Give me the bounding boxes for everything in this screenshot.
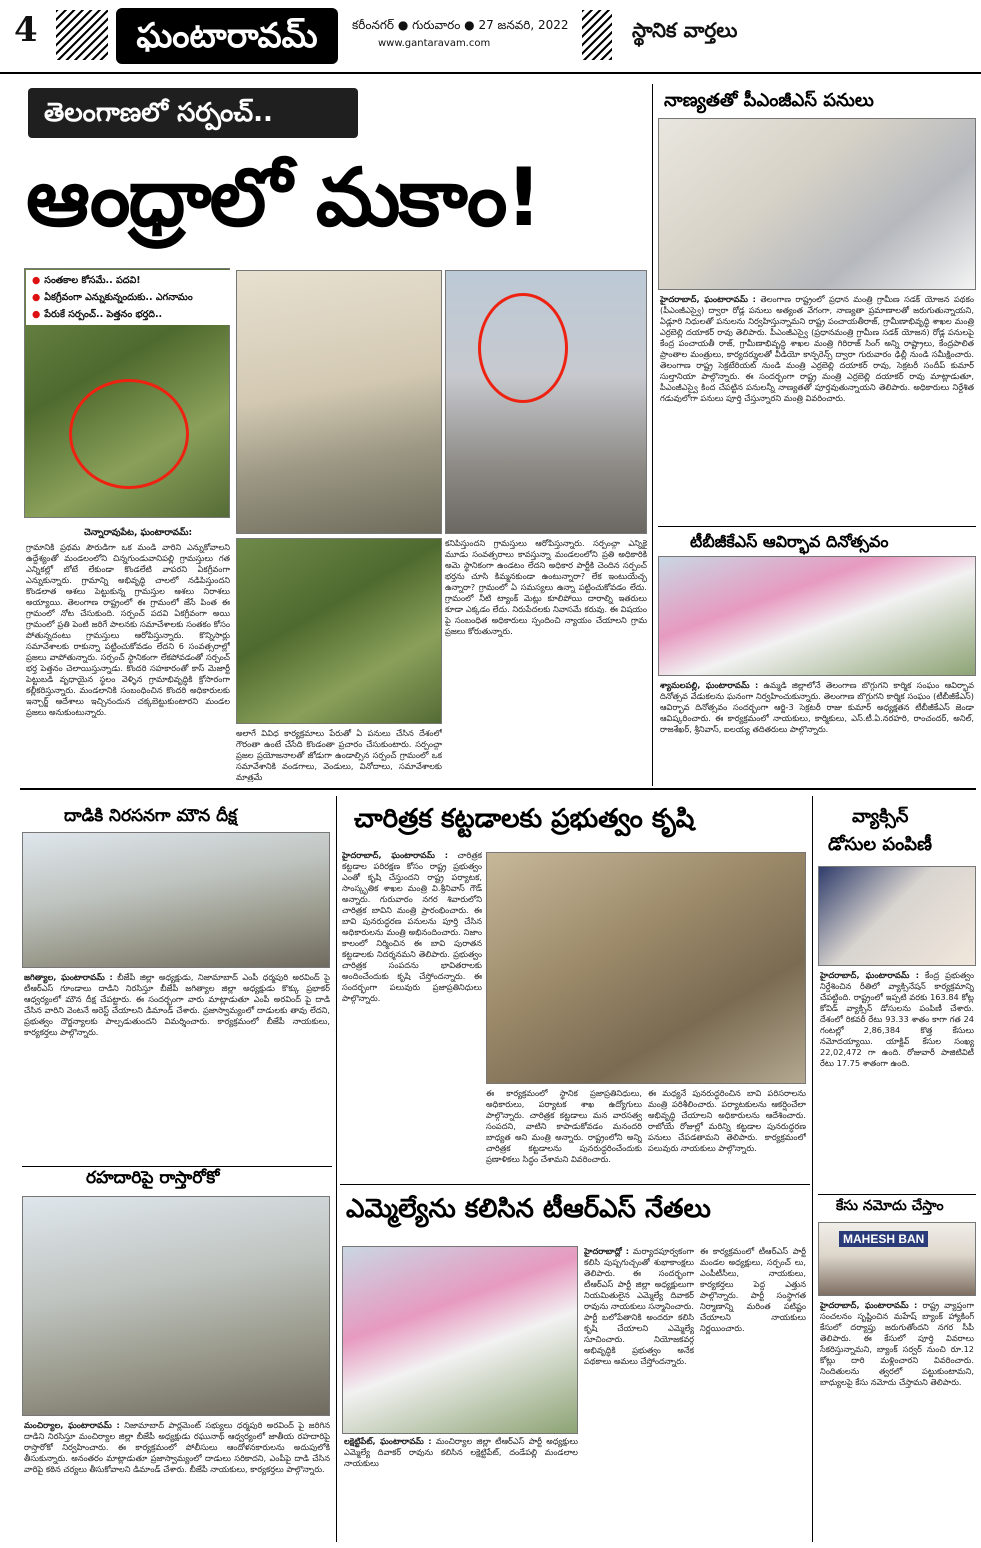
lead-headline: ఆంధ్రాలో మకాం! [26, 151, 540, 244]
grass-photo [236, 538, 442, 724]
day: గురువారం [412, 18, 461, 32]
lead-bullets [26, 270, 232, 325]
date: 27 జనవరి, 2022 [478, 18, 569, 32]
pmgsy-text: హైదరాబాద్, ఘంటారావమ్ : తెలంగాణ రాష్ట్రంలో ప్రధాన మంత్రి గ్రామీణ సడక్ యోజన పథకం (పీఎంజీఎస్వై) ద్వారా రోడ్ల పనులు అత్యంత వేగంగా, నాణ్యతా ప్రమాణాలతో జరుగుతున్నాయని, ఏడ్లూరి నిధులతో పనులను నిర్వహిస్తున్నామని రాష్ట్ర పంచాయతీరాజ్, గ్రామీణాభివృద్ధి శాఖల మంత్రి ఎర్రబెల్లి దయాకర్ రావు తెలిపారు. పీఎంజీఎస్వై (ప్రధానమంత్రి గ్రామీణ సడక్ యోజన) రోడ్ల పనులపై కేంద్ర పంచాయతీ రాజ్, గ్రామీణాభివృద్ధి శాఖల మంత్రి గిరిరాజ్ సింగ్ అన్ని రాష్ట్రాలు, కేంద్రపాలిత ప్రాంతాల మంత్రులు, కార్యదర్శులతో వీడియో కాన్ఫరెన్స్ ద్వారా గురువారం ఢిల్లీ నుండి సమీక్షించారు. తెలంగాణ రాష్ట్ర సెక్రటేరియట్ నుండి మంత్రి ఎర్రబెల్లి దయాకర్ రావు, సెక్రటరీ సందీప్ కుమార్ సుల్తానియా పాల్గొన్నారు. ఈ సందర్భంగా రాష్ట్ర మంత్రి ఎర్రబెల్లి దయాకర్ రావు మాట్లాడుతూ, పీఎంజీఎస్వై కింద చేపట్టిన పనులన్నీ నాణ్యతతో పూర్తవుతున్నాయని తెలిపారు. అధికారులు నిర్దేశిత గడువులోగా పనులు పూర్తి చేస్తున్నారని మంత్రి వివరించారు. [660, 294, 974, 403]
heritage-col1: హైదరాబాద్, ఘంటారావమ్ : చారిత్రక కట్టడాల పరిరక్షణ కోసం రాష్ట్ర ప్రభుత్వం ఎంతో కృషి చేస్తుందని రాష్ట్ర పర్యాటక, సాంస్కృతిక శాఖల మంత్రి వి.శ్రీనివాస్ గౌడ్ అన్నారు. గురువారం నగర శివారులోని చారిత్రక బావిని మంత్రి ప్రారంభించారు. ఈ బావి పునరుద్ధరణ పనులను పూర్తి చేసిన అధికారులను మంత్రి అభినందించారు. నిజాం కాలంలో నిర్మించిన ఈ బావి పురాతన కట్టడాలకు నిదర్శనమని తెలిపారు. ప్రభుత్వం చారిత్రక సంపదను భావితరాలకు అందించేందుకు కృషి చేస్తోందన్నారు. ఈ సందర్భంగా పలువురు ప్రజాప్రతినిధులు పాల్గొన్నారు. [342, 850, 482, 1003]
bank-photo [818, 1222, 976, 1296]
silent-protest-photo [22, 832, 330, 968]
case-text: హైదరాబాద్, ఘంటారావమ్ : రాష్ట్ర వ్యాప్తంగా సంచలనం సృష్టించిన మహేష్ బ్యాంక్ హ్యాకింగ్ కేసులో దర్యాప్తు జరుగుతోందని నగర సీపీ తెలిపారు. ఈ కేసులో పూర్తి వివరాలు సేకరిస్తున్నామని, బ్యాంక్ సర్వర్ నుంచి రూ.12 కోట్లు దారి మళ్లించారని వివరించారు. నిందితులను త్వరలో పట్టుకుంటామని, బాధ్యులపై కేసు నమోదు చేస్తామని తెలిపారు. [820, 1300, 974, 1387]
lead-col1: గ్రామానికి ప్రథమ పౌరుడిగా ఒక మండి వారిని ఎన్నుకోవాలని ఉద్దేశ్యంతో మండలంలోని చిన్నగుండువానిపల్లి గ్రామస్తులు గత ఎన్నికల్లో బోటే లేకుండా కొండలేటి వాపరని ఏకగ్రీవంగా ఎన్నుకున్నారు. గ్రామాన్ని అభివృద్ధి చాలలో నడిపిస్తుందని కొండలాత ఆశలు పెట్టుకున్న గ్రామస్తుల ఆశలు నిరాశలు అయ్యాయి. తెలంగాణ రాష్ట్రంలో ఈ గ్రామంలో జేసే పింత ఈ గ్రామంలో నోట చేసుకుంది. సర్పంచ్ పదవి ఏకగ్రీవంగా అయి గ్రామంలో ప్రతి పెంటి జరిగే పాలనకు సమాచేశాలకు సంతకం కోసం పోతున్నదంటు గ్రామస్తులు ఆరోపిస్తున్నారు. కొన్నిసార్లు సమావేశాలకు రాకున్నా పట్టించుకోవడం లేదని 6 సంవత్సరాల్లో ప్రజలు వాపోతున్నారు. సర్పంచ్ స్థానికంగా లేకపోవడంతో సర్పంచ్ భర్త పెత్తనం చెలాయిస్తున్నాడు. కొందరి సహకారంతో కాస్ మెజార్టీ పెట్టుబడి వృధాయైన స్థలం వెళ్ళిన గ్రామాభివృద్ధికి క్రోసారంగా కల్లీకరిస్తున్నారు. మండలానికి సంబంధించిన కొందరి అధికారులకు ఇన్చార్జ్ ఆదేశాలు ఇచ్చినందున చక్కబెట్టుకుంటారని మండల ప్రజలు అనుకుంటున్నారు. [26, 542, 230, 717]
lead-col2: అలాగే వివిధ కార్యక్రమాలు పేరుతో ఏ పనులు చేసిన దేశంలో గౌరంతా ఉంటే చేసేది కొండంతా ప్రచారం చేసుకుంటారు. సర్పంచ్గా ప్రజల ప్రయోజనాలతో జోడుగా ఉండాల్సిన సర్పంచ్ గ్రామంలో ఒక సమావేశానికి వండగాలు, వెండులు, వినోదాలు, సమావేశాలకు మాత్రమే [236, 728, 442, 782]
panchayat-office-photo [236, 270, 442, 534]
dateline-strip: కరీంనగర్ ● గురువారం ● 27 జనవరి, 2022 [352, 18, 569, 32]
heritage-headline: చారిత్రక కట్టడాలకు ప్రభుత్వం కృషి [354, 804, 695, 834]
lead-kicker: తెలంగాణలో సర్పంచ్.. [28, 88, 358, 138]
red-circle-marker [478, 293, 568, 403]
masthead-stripes-right [582, 10, 612, 60]
section-name: స్థానిక వార్తలు [632, 18, 738, 42]
red-circle-marker [69, 379, 189, 489]
silent-protest-headline: దాడికి నిరసనగా మౌన దీక్ష [64, 806, 237, 826]
vaccine-photo [818, 866, 976, 966]
silent-protest-text: జగిత్యాల, ఘంటారావమ్ : బీజేపీ జిల్లా అధ్యక్షుడు, నిజామాబాద్ ఎంపీ ధర్మపురి అరవింద్ పై టీఆర్ఎస్ గూండాలు దాడిని నిరసిస్తూ బీజేపీ జగిత్యాల జిల్లా అధ్యక్షుడు కొక్కు ప్రభాకర్ ఆధ్వర్యంలో మౌన దీక్ష చేపట్టారు. ఈ సందర్భంగా వారు మాట్లాడుతూ ఎంపీ అరవింద్ పై దాడి చేసిన వారిని వెంటనే అరెస్ట్ చేయాలని డిమాండ్ చేశారు. ప్రజాస్వామ్యంలో దాడులకు తావు లేదని, ప్రభుత్వం దౌర్జన్యాలకు పాల్పడుతుందని విమర్శించారు. కార్యక్రమంలో బీజేపీ నాయకులు, కార్యకర్తలు పాల్గొన్నారు. [24, 972, 330, 1037]
website: www.gantaravam.com [378, 38, 491, 49]
page-number: 4 [14, 10, 38, 50]
tbgks-headline: టీబీజీకేఎస్ ఆవిర్భావ దినోత్సవం [690, 532, 889, 551]
masthead [0, 0, 981, 74]
bullet-2: ● ఏకగ్రీవంగా ఎన్నుకున్నందుకు.. ఎగనామం [32, 292, 193, 303]
bullet-3: ● పేరుకే సర్పంచ్.. పెత్తనం భర్తది.. [32, 309, 163, 320]
tbgks-text: శ్యామలపల్లి, ఘంటారావమ్ : ఉమ్మడి జిల్లాలోనే తెలంగాణ బొగ్గుగని కార్మిక సంఘం ఆవిర్భావ దినోత్సవ వేడుకలను ఘనంగా నిర్వహించుకున్నారు. తెలంగాణ బొగ్గుగని కార్మిక సంఘం (టీబీజీకేఎస్) ఆవిర్భావ దినోత్సవం సందర్భంగా ఆర్జి-3 సెక్రటరీ రాజు కుమార్ అధ్యక్షతన టీబీజీకేఎస్ జెండా ఆవిష్కరించారు. ఈ కార్యక్రమంలో నాయకులు, కార్మికులు, ఎస్.టీ.ఏ.నరహరి, రాంచందర్, అనిల్, రాజశేఖర్, శ్రీనివాస్, ఐలయ్య తదితరులు పాల్గొన్నారు. [660, 680, 974, 734]
vaccine-text: హైదరాబాద్, ఘంటారావమ్ : కేంద్ర ప్రభుత్వం నిర్దేశించిన రీతిలో వ్యాక్సినేషన్ కార్యక్రమాన్ని చేపట్టింది. రాష్ట్రంలో ఇప్పటి వరకు 163.84 కోట్ల కోవిడ్ వ్యాక్సిన్ డోసులను పంపిణీ చేశారు. దేశంలో రికవరీ రేటు 93.33 శాతం కాగా గత 24 గంటల్లో 2,86,384 కొత్త కేసులు నమోదయ్యాయి. యాక్టివ్ కేసుల సంఖ్య 22,02,472 గా ఉంది. రోజువారీ పాజిటివిటీ రేటు 17.75 శాతంగా ఉంది. [820, 970, 974, 1068]
lead-photo-credit: చెన్నారావుపేట, ఘంటారావమ్: [84, 528, 193, 538]
pmgsy-headline: నాణ్యతతో పీఎంజీఎస్ పనులు [664, 90, 874, 111]
mla-headline: ఎమ్మెల్యేను కలిసిన టీఆర్ఎస్ నేతలు [346, 1194, 711, 1224]
place: కరీంనగర్ [352, 18, 395, 32]
heritage-col2: ఈ కార్యక్రమంలో స్థానిక ప్రజాప్రతినిధులు, అధికారులు, పర్యాటక శాఖ ఉద్యోగులు పాల్గొన్నారు. చారిత్రక కట్టడాలు మన వారసత్వ సంపదని, వాటిని కాపాడుకోవడం మనందరి బాధ్యత అని మంత్రి అన్నారు. రాష్ట్రంలోని అన్ని చారిత్రక కట్టడాలను పునరుద్ధరించేందుకు ప్రణాళికలు సిద్ధం చేశామని వివరించారు. [486, 1088, 642, 1164]
rasta-roko-text: మంచిర్యాల, ఘంటారావమ్ : నిజామాబాద్ పార్లమెంట్ సభ్యులు ధర్మపురి అరవింద్ పై జరిగిన దాడిని నిరసిస్తూ మంచిర్యాల జిల్లా బీజేపీ అధ్యక్షుడు రఘునాథ్ ఆధ్వర్యంలో జాతీయ రహదారిపై రాస్తారోకో నిర్వహించారు. ఈ కార్యక్రమంలో పోలీసులు ఆందోళనకారులను అదుపులోకి తీసుకున్నారు. అనంతరం మాట్లాడుతూ ప్రజాస్వామ్యంలో దాడులు సరికాదని, ఎంపీపై దాడి చేసిన వారిపై కఠిన చర్యలు తీసుకోవాలని డిమాండ్ చేశారు. బీజేపీ నాయకులు, కార్యకర్తలు పాల్గొన్నారు. [24, 1420, 330, 1474]
vaccine-headline-line2: డోసుల పంపిణీ [828, 834, 932, 855]
bullet-1: ● సంతకాల కోసమే.. పదవి! [32, 275, 141, 286]
bank-sign: MAHESH BAN [839, 1231, 928, 1247]
water-tank-photo [445, 270, 647, 534]
mla-col1: హైదరాబాద్లో : మర్యాదపూర్వకంగా కలిసి పుష్పగుచ్చంతో శుభాకాంక్షలు తెలిపారు. ఈ సందర్భంగా టీఆర్ఎస్ పార్టీ జిల్లా అధ్యక్షులుగా నియమితులైన ఎమ్మెల్యే దివాకర్ రావును నాయకులు సన్మానించారు. పార్టీ బలోపేతానికి అందరూ కలిసి కృషి చేయాలని ఎమ్మెల్యే సూచించారు. నియోజకవర్గ అభివృద్ధికి ప్రభుత్వం అనేక పథకాలు అమలు చేస్తోందన్నారు. [584, 1246, 694, 1366]
case-headline: కేసు నమోదు చేస్తాం [836, 1198, 944, 1214]
heritage-col3: ఈ మధ్యనే పునరుద్ధరించిన బావి పరిసరాలను మంత్రి పరిశీలించారు. పర్యాటకులను ఆకర్షించేలా అభివృద్ధి చేయాలని అధికారులను ఆదేశించారు. రాబోయే రోజుల్లో మరిన్ని కట్టడాల పునరుద్ధరణ పనులు చేపడతామని తెలిపారు. కార్యక్రమంలో పలువురు నాయకులు పాల్గొన్నారు. [648, 1088, 806, 1153]
pmgsy-photo [658, 118, 976, 290]
tbgks-photo [658, 556, 976, 676]
mla-photo-caption: లక్షెట్టిపేట్, ఘంటారావమ్ : మంచిర్యాల జిల్లా టీఆర్ఎస్ పార్టీ అధ్యక్షులు ఎమ్మెల్యే దివాకర్ రావును కలిసిన లక్షెట్టిపేట్, దండేపల్లి మండలాల నాయకులు [344, 1436, 578, 1468]
heritage-photo [486, 852, 806, 1084]
mla-photo [342, 1246, 578, 1434]
mla-col2: ఈ కార్యక్రమంలో టీఆర్ఎస్ పార్టీ మండల అధ్యక్షులు, సర్పంచ్ లు, ఎంపీటీసీలు, నాయకులు, కార్యకర్తలు పెద్ద ఎత్తున పాల్గొన్నారు. పార్టీ సంస్థాగత నిర్మాణాన్ని మరింత పటిష్టం చేయాలని నాయకులు నిర్ణయించారు. [700, 1246, 806, 1333]
rasta-roko-photo [22, 1196, 330, 1416]
rasta-roko-headline: రహదారిపై రాస్తారోకో [86, 1168, 220, 1188]
lead-col3: కనిపిస్తుందని గ్రామస్తులు ఆరోపిస్తున్నారు. సర్పంచ్గా ఎన్నికై మూడు సంవత్సరాలు కావస్తున్నా మండలంలోని ప్రతి అధికారికి అమె స్థానికంగా ఉండటం లేదని అధికార పార్టీకి చెందిన సర్పంచ్ భర్తను చూసి కిమ్మనకుండా ఉంటున్నారా? లేక ఇంటుయేచ్ఛ ఉన్నారా? గ్రామంలో ఏ సమస్యలు ఉన్నా పట్టించుకోవడం లేదు. గ్రామంలో నీటి ట్యాంక్ మెట్లు కూలిపోయి దారాల్ని ఇతరులు కూడా ఎక్కడం లేదు. నిరుపేదలకు నివాసమే కరువు. ఈ విషయం పై సంబంధిత అధికారులు స్పందించి న్యాయం చేయాలని గ్రామ ప్రజలు కోరుతున్నారు. [445, 538, 647, 636]
paper-name: ఘంటారావమ్ [116, 8, 338, 64]
vaccine-headline-line1: వ్యాక్సిన్ [852, 806, 909, 827]
masthead-stripes [56, 10, 108, 60]
